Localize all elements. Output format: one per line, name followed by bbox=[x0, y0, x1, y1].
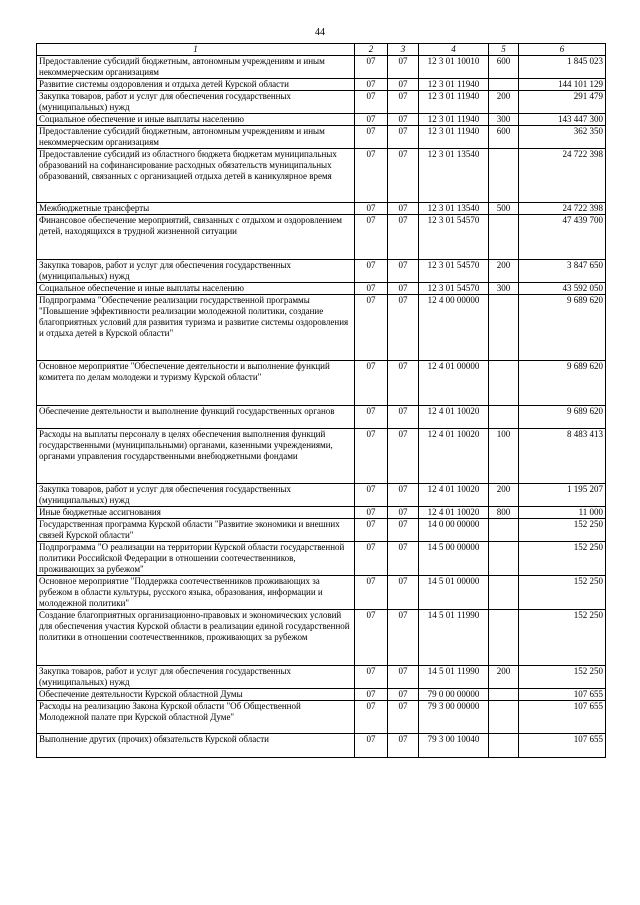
row-name-cell: Социальное обеспечение и иные выплаты населению bbox=[37, 114, 355, 126]
table-row bbox=[37, 484, 606, 507]
row-amount-cell: 11 000 bbox=[519, 507, 606, 519]
row-expense-type-cell bbox=[489, 79, 519, 91]
row-amount-cell: 144 101 129 bbox=[519, 79, 606, 91]
table-row bbox=[37, 56, 606, 79]
row-code-cell: 12 4 01 10020 bbox=[419, 429, 489, 484]
table-row bbox=[37, 283, 606, 295]
row-section-cell: 07 bbox=[355, 215, 388, 260]
row-expense-type-cell: 300 bbox=[489, 283, 519, 295]
row-expense-type-cell bbox=[489, 610, 519, 666]
row-subsection-cell: 07 bbox=[388, 114, 419, 126]
row-subsection-cell: 07 bbox=[388, 519, 419, 542]
row-code-cell: 14 5 01 00000 bbox=[419, 576, 489, 610]
row-name-cell: Основное мероприятие "Поддержка соотечественников проживающих за рубежом в области культуры, русского языка, образования, информации и молодежной политики" bbox=[37, 576, 355, 610]
row-section-cell: 07 bbox=[355, 114, 388, 126]
row-code-cell: 12 3 01 11940 bbox=[419, 126, 489, 149]
table-body bbox=[37, 44, 606, 758]
row-section-cell: 07 bbox=[355, 734, 388, 758]
row-amount-cell: 362 350 bbox=[519, 126, 606, 149]
row-subsection-cell: 07 bbox=[388, 215, 419, 260]
table-row bbox=[37, 406, 606, 429]
row-subsection-cell: 07 bbox=[388, 406, 419, 429]
row-name-cell: Финансовое обеспечение мероприятий, связанных с отдыхом и оздоровлением детей, находящихся в трудной жизненной ситуации bbox=[37, 215, 355, 260]
table-row bbox=[37, 576, 606, 610]
row-amount-cell: 291 479 bbox=[519, 91, 606, 114]
row-subsection-cell: 07 bbox=[388, 689, 419, 701]
row-code-cell: 12 4 01 10020 bbox=[419, 484, 489, 507]
row-name-cell: Предоставление субсидий бюджетным, автономным учреждениям и иным некоммерческим организациям bbox=[37, 126, 355, 149]
row-amount-cell: 8 483 413 bbox=[519, 429, 606, 484]
row-name-cell: Социальное обеспечение и иные выплаты населению bbox=[37, 283, 355, 295]
row-code-cell: 12 3 01 54570 bbox=[419, 215, 489, 260]
row-subsection-cell: 07 bbox=[388, 295, 419, 361]
header-col-6: 6 bbox=[519, 44, 606, 56]
row-code-cell: 12 3 01 13540 bbox=[419, 203, 489, 215]
header-col-2: 2 bbox=[355, 44, 388, 56]
row-amount-cell: 47 439 700 bbox=[519, 215, 606, 260]
row-code-cell: 14 0 00 00000 bbox=[419, 519, 489, 542]
header-col-5: 5 bbox=[489, 44, 519, 56]
row-expense-type-cell bbox=[489, 689, 519, 701]
row-code-cell: 12 3 01 11940 bbox=[419, 91, 489, 114]
row-section-cell: 07 bbox=[355, 126, 388, 149]
row-name-cell: Закупка товаров, работ и услуг для обеспечения государственных (муниципальных) нужд bbox=[37, 666, 355, 689]
table-row bbox=[37, 666, 606, 689]
row-section-cell: 07 bbox=[355, 610, 388, 666]
row-amount-cell: 9 689 620 bbox=[519, 406, 606, 429]
table-header-row bbox=[37, 44, 606, 56]
row-expense-type-cell: 100 bbox=[489, 429, 519, 484]
row-code-cell: 79 3 00 00000 bbox=[419, 701, 489, 734]
row-section-cell: 07 bbox=[355, 701, 388, 734]
row-subsection-cell: 07 bbox=[388, 429, 419, 484]
row-amount-cell: 107 655 bbox=[519, 689, 606, 701]
row-subsection-cell: 07 bbox=[388, 734, 419, 758]
row-amount-cell: 43 592 050 bbox=[519, 283, 606, 295]
table-row bbox=[37, 295, 606, 361]
row-amount-cell: 9 689 620 bbox=[519, 361, 606, 406]
row-expense-type-cell bbox=[489, 361, 519, 406]
row-expense-type-cell: 600 bbox=[489, 126, 519, 149]
table-row bbox=[37, 149, 606, 203]
table-row bbox=[37, 203, 606, 215]
row-subsection-cell: 07 bbox=[388, 542, 419, 576]
row-name-cell: Основное мероприятие "Обеспечение деятельности и выполнение функций комитета по делам молодежи и туризму Курской области" bbox=[37, 361, 355, 406]
row-subsection-cell: 07 bbox=[388, 507, 419, 519]
row-expense-type-cell: 200 bbox=[489, 91, 519, 114]
row-name-cell: Обеспечение деятельности и выполнение функций государственных органов bbox=[37, 406, 355, 429]
row-subsection-cell: 07 bbox=[388, 701, 419, 734]
row-name-cell: Иные бюджетные ассигнования bbox=[37, 507, 355, 519]
row-section-cell: 07 bbox=[355, 429, 388, 484]
row-expense-type-cell: 200 bbox=[489, 484, 519, 507]
row-amount-cell: 107 655 bbox=[519, 734, 606, 758]
row-section-cell: 07 bbox=[355, 542, 388, 576]
page-number: 44 bbox=[315, 27, 325, 38]
row-amount-cell: 3 847 650 bbox=[519, 260, 606, 283]
row-section-cell: 07 bbox=[355, 484, 388, 507]
table-row bbox=[37, 610, 606, 666]
row-section-cell: 07 bbox=[355, 149, 388, 203]
row-code-cell: 12 3 01 13540 bbox=[419, 149, 489, 203]
table-row bbox=[37, 361, 606, 406]
row-section-cell: 07 bbox=[355, 295, 388, 361]
header-col-3: 3 bbox=[388, 44, 419, 56]
row-name-cell: Государственная программа Курской области "Развитие экономики и внешних связей Курской области" bbox=[37, 519, 355, 542]
row-subsection-cell: 07 bbox=[388, 260, 419, 283]
row-amount-cell: 1 845 023 bbox=[519, 56, 606, 79]
row-code-cell: 12 3 01 11940 bbox=[419, 79, 489, 91]
table-row bbox=[37, 260, 606, 283]
row-name-cell: Предоставление субсидий из областного бюджета бюджетам муниципальных образований на софинансирование расходных обязательств муниципальных образований, связанных с организацией отдыха детей в каникулярное время bbox=[37, 149, 355, 203]
table-row bbox=[37, 126, 606, 149]
table-row bbox=[37, 689, 606, 701]
row-expense-type-cell bbox=[489, 295, 519, 361]
row-amount-cell: 24 722 398 bbox=[519, 203, 606, 215]
row-subsection-cell: 07 bbox=[388, 283, 419, 295]
row-amount-cell: 9 689 620 bbox=[519, 295, 606, 361]
row-code-cell: 12 3 01 54570 bbox=[419, 260, 489, 283]
row-amount-cell: 143 447 300 bbox=[519, 114, 606, 126]
row-amount-cell: 152 250 bbox=[519, 542, 606, 576]
row-subsection-cell: 07 bbox=[388, 79, 419, 91]
row-subsection-cell: 07 bbox=[388, 91, 419, 114]
table-row bbox=[37, 701, 606, 734]
row-expense-type-cell bbox=[489, 734, 519, 758]
row-expense-type-cell bbox=[489, 149, 519, 203]
row-code-cell: 12 4 01 10020 bbox=[419, 406, 489, 429]
table-row bbox=[37, 542, 606, 576]
table-row bbox=[37, 429, 606, 484]
row-code-cell: 14 5 01 11990 bbox=[419, 610, 489, 666]
row-section-cell: 07 bbox=[355, 689, 388, 701]
row-expense-type-cell: 200 bbox=[489, 260, 519, 283]
row-expense-type-cell: 300 bbox=[489, 114, 519, 126]
row-expense-type-cell bbox=[489, 406, 519, 429]
row-name-cell: Подпрограмма "О реализации на территории Курской области государственной политики Российской Федерации в отношении соотечественников, проживающих за рубежом" bbox=[37, 542, 355, 576]
budget-table bbox=[36, 43, 606, 758]
row-amount-cell: 152 250 bbox=[519, 610, 606, 666]
row-amount-cell: 107 655 bbox=[519, 701, 606, 734]
row-section-cell: 07 bbox=[355, 260, 388, 283]
row-section-cell: 07 bbox=[355, 361, 388, 406]
row-subsection-cell: 07 bbox=[388, 361, 419, 406]
table-row bbox=[37, 91, 606, 114]
row-section-cell: 07 bbox=[355, 406, 388, 429]
row-code-cell: 12 3 01 54570 bbox=[419, 283, 489, 295]
row-name-cell: Выполнение других (прочих) обязательств Курской области bbox=[37, 734, 355, 758]
row-amount-cell: 152 250 bbox=[519, 519, 606, 542]
row-section-cell: 07 bbox=[355, 576, 388, 610]
row-name-cell: Предоставление субсидий бюджетным, автономным учреждениям и иным некоммерческим организациям bbox=[37, 56, 355, 79]
row-name-cell: Межбюджетные трансферты bbox=[37, 203, 355, 215]
row-subsection-cell: 07 bbox=[388, 484, 419, 507]
row-expense-type-cell: 500 bbox=[489, 203, 519, 215]
row-amount-cell: 152 250 bbox=[519, 576, 606, 610]
header-col-4: 4 bbox=[419, 44, 489, 56]
row-section-cell: 07 bbox=[355, 283, 388, 295]
row-name-cell: Закупка товаров, работ и услуг для обеспечения государственных (муниципальных) нужд bbox=[37, 260, 355, 283]
row-code-cell: 12 3 01 10010 bbox=[419, 56, 489, 79]
row-amount-cell: 152 250 bbox=[519, 666, 606, 689]
row-section-cell: 07 bbox=[355, 519, 388, 542]
table-row bbox=[37, 114, 606, 126]
row-name-cell: Закупка товаров, работ и услуг для обеспечения государственных (муниципальных) нужд bbox=[37, 484, 355, 507]
row-section-cell: 07 bbox=[355, 666, 388, 689]
row-name-cell: Подпрограмма "Обеспечение реализации государственной программы "Повышение эффективности реализации молодежной политики, создание благоприятных условий для развития туризма и развитие системы оздоровления и отдыха детей в Курской области" bbox=[37, 295, 355, 361]
row-subsection-cell: 07 bbox=[388, 576, 419, 610]
row-name-cell: Создание благоприятных организационно-правовых и экономических условий для обеспечения участия Курской области в реализации единой государственной политики в отношении соотечественников, проживающих за рубежом bbox=[37, 610, 355, 666]
row-code-cell: 12 4 00 00000 bbox=[419, 295, 489, 361]
row-subsection-cell: 07 bbox=[388, 149, 419, 203]
row-amount-cell: 1 195 207 bbox=[519, 484, 606, 507]
row-expense-type-cell bbox=[489, 576, 519, 610]
row-section-cell: 07 bbox=[355, 507, 388, 519]
row-code-cell: 79 0 00 00000 bbox=[419, 689, 489, 701]
row-section-cell: 07 bbox=[355, 56, 388, 79]
row-expense-type-cell bbox=[489, 519, 519, 542]
row-expense-type-cell: 600 bbox=[489, 56, 519, 79]
row-section-cell: 07 bbox=[355, 203, 388, 215]
table-row bbox=[37, 215, 606, 260]
row-code-cell: 14 5 01 11990 bbox=[419, 666, 489, 689]
row-section-cell: 07 bbox=[355, 79, 388, 91]
row-name-cell: Расходы на реализацию Закона Курской области "Об Общественной Молодежной палате при Курской областной Думе" bbox=[37, 701, 355, 734]
row-subsection-cell: 07 bbox=[388, 203, 419, 215]
row-expense-type-cell bbox=[489, 215, 519, 260]
table-row bbox=[37, 519, 606, 542]
table-row bbox=[37, 79, 606, 91]
row-name-cell: Развитие системы оздоровления и отдыха детей Курской области bbox=[37, 79, 355, 91]
row-subsection-cell: 07 bbox=[388, 666, 419, 689]
row-code-cell: 12 3 01 11940 bbox=[419, 114, 489, 126]
row-code-cell: 12 4 01 00000 bbox=[419, 361, 489, 406]
row-section-cell: 07 bbox=[355, 91, 388, 114]
row-name-cell: Закупка товаров, работ и услуг для обеспечения государственных (муниципальных) нужд bbox=[37, 91, 355, 114]
row-subsection-cell: 07 bbox=[388, 56, 419, 79]
header-col-1: 1 bbox=[37, 44, 355, 56]
row-subsection-cell: 07 bbox=[388, 610, 419, 666]
row-code-cell: 79 3 00 10040 bbox=[419, 734, 489, 758]
row-expense-type-cell: 200 bbox=[489, 666, 519, 689]
row-amount-cell: 24 722 398 bbox=[519, 149, 606, 203]
row-expense-type-cell bbox=[489, 701, 519, 734]
row-expense-type-cell: 800 bbox=[489, 507, 519, 519]
table-row bbox=[37, 734, 606, 758]
row-code-cell: 14 5 00 00000 bbox=[419, 542, 489, 576]
row-name-cell: Расходы на выплаты персоналу в целях обеспечения выполнения функций государственными (муниципальными) органами, казенными учреждениями, органами управления государственными внебюджетными фондами bbox=[37, 429, 355, 484]
row-name-cell: Обеспечение деятельности Курской областной Думы bbox=[37, 689, 355, 701]
row-subsection-cell: 07 bbox=[388, 126, 419, 149]
table-row bbox=[37, 507, 606, 519]
row-code-cell: 12 4 01 10020 bbox=[419, 507, 489, 519]
row-expense-type-cell bbox=[489, 542, 519, 576]
